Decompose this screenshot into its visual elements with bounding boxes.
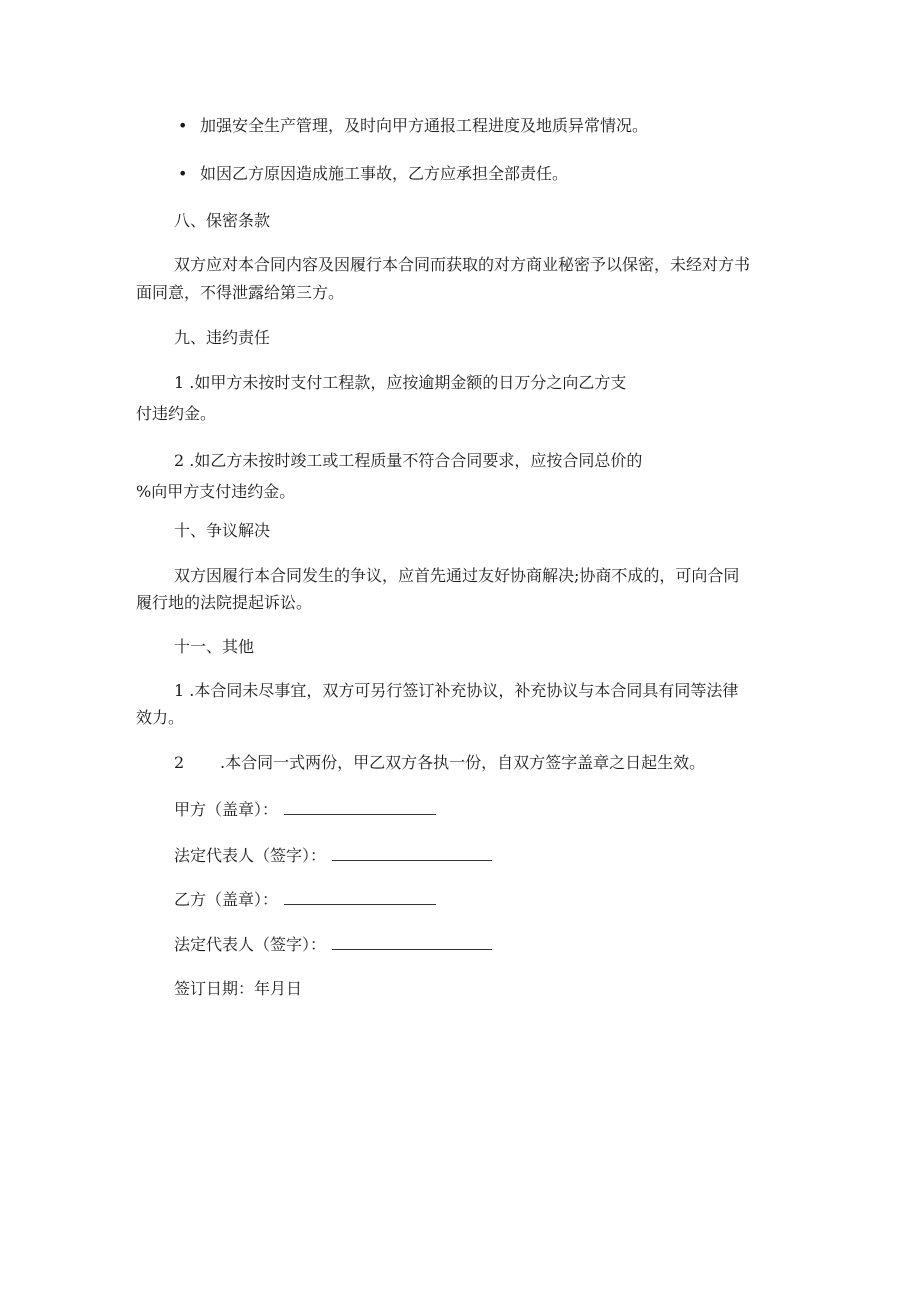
clause-text: .如甲方未按时支付工程款，应按逾期金额的日万分之向乙方支 [189,373,627,392]
section-heading: 八、保密条款 [174,211,271,230]
bullet-icon: • [178,116,188,135]
party-b-seal-field[interactable] [284,888,436,905]
clause-number: 1 [174,373,185,392]
bullet-item [178,163,568,185]
clause-text: .本合同一式两份，甲乙双方各执一份，自双方签字盖章之日起生效。 [220,753,706,772]
party-b-representative [174,933,492,956]
clause-item [174,680,738,702]
bullet-item [178,115,648,137]
clause-number: 2 [174,753,185,772]
party-b-rep-label: 法定代表人（签字）： [174,935,327,954]
paragraph-line: 履行地的法院提起诉讼。 [136,593,313,612]
bullet-text: 加强安全生产管理，及时向甲方通报工程进度及地质异常情况。 [200,116,649,135]
party-a-label: 甲方（盖章）： [174,800,279,819]
section-heading: 十一、其他 [174,637,255,656]
section-heading: 十、争议解决 [174,521,271,540]
clause-item [174,752,705,774]
signing-date: 签订日期：年月日 [174,979,303,998]
section-heading: 九、违约责任 [174,328,271,347]
paragraph-line: %向甲方支付违约金。 [136,482,296,501]
paragraph-line: 面同意，不得泄露给第三方。 [136,283,345,302]
clause-item [174,450,642,472]
clause-text: .如乙方未按时竣工或工程质量不符合合同要求，应按合同总价的 [189,451,643,470]
paragraph-line: 效力。 [136,708,185,727]
party-b-label: 乙方（盖章）： [174,890,279,909]
paragraph-line: 双方应对本合同内容及因履行本合同而获取的对方商业秘密予以保密，未经对方书 [174,255,751,274]
bullet-text: 如因乙方原因造成施工事故，乙方应承担全部责任。 [200,164,569,183]
paragraph-line: 双方因履行本合同发生的争议，应首先通过友好协商解决;协商不成的，可向合同 [174,566,740,585]
clause-item [174,372,626,394]
party-b-rep-signature-field[interactable] [332,933,492,950]
party-a-rep-signature-field[interactable] [332,844,492,861]
party-a-seal [174,798,436,821]
party-a-rep-label: 法定代表人（签字）： [174,846,327,865]
party-a-representative [174,844,492,867]
party-a-seal-field[interactable] [284,798,436,815]
clause-text: .本合同未尽事宜，双方可另行签订补充协议，补充协议与本合同具有同等法律 [189,681,739,700]
party-b-seal [174,888,436,911]
clause-number: 2 [174,451,185,470]
clause-number: 1 [174,681,185,700]
bullet-icon: • [178,164,188,183]
paragraph-line: 付违约金。 [136,404,217,423]
